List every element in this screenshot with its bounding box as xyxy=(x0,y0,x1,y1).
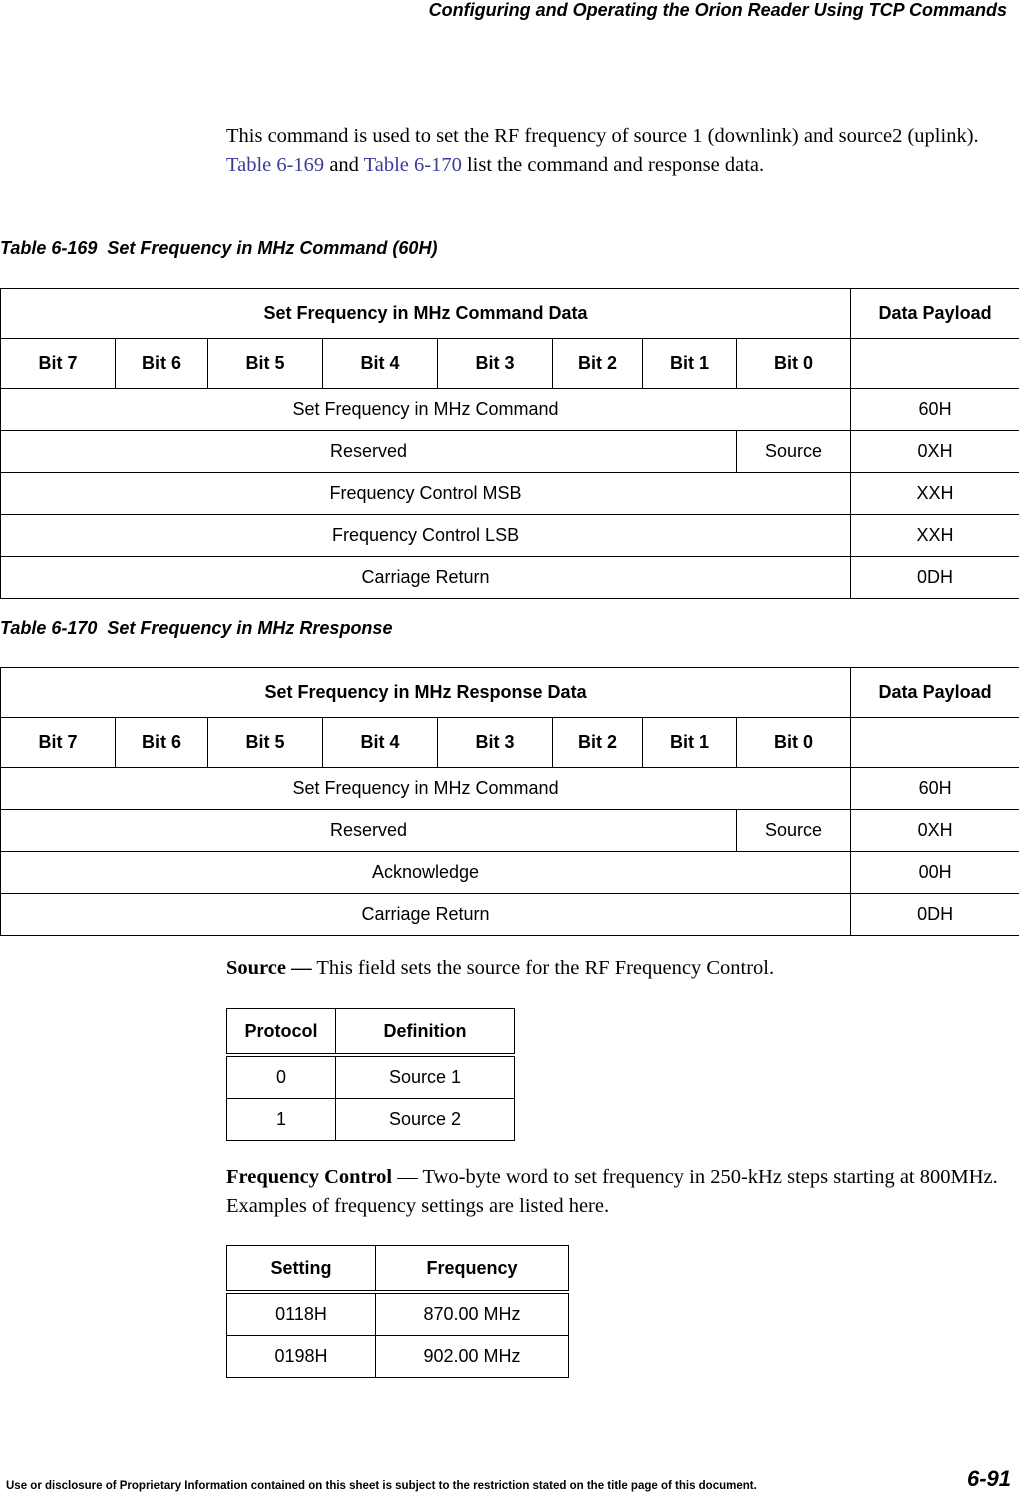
row-label: Set Frequency in MHz Command xyxy=(1,389,851,431)
header-payload: Data Payload xyxy=(851,289,1019,339)
row-payload: XXH xyxy=(851,473,1019,515)
table-row xyxy=(1,389,1019,431)
row-label: Set Frequency in MHz Command xyxy=(1,768,851,810)
row-source: Source xyxy=(737,810,851,852)
table-row xyxy=(1,894,1019,936)
table-row xyxy=(1,768,1019,810)
row-payload: 60H xyxy=(851,389,1019,431)
row-payload: 0DH xyxy=(851,894,1019,936)
frequency-text: — Two-byte word to set frequency in 250-kHz steps starting at 800MHz. Examples of frequency settings are listed here. xyxy=(226,1166,998,1217)
row-payload: 0XH xyxy=(851,810,1019,852)
intro-text: This command is used to set the RF frequency of source 1 (downlink) and source2 (uplink). xyxy=(226,125,979,147)
table-row xyxy=(1,852,1019,894)
definition-cell: Source 1 xyxy=(336,1055,515,1099)
bits-row xyxy=(1,339,1019,389)
running-header: Configuring and Operating the Orion Reader Using TCP Commands xyxy=(428,0,1007,20)
table-row xyxy=(227,1099,515,1141)
protocol-cell: 0 xyxy=(227,1055,336,1099)
frequency-term: Frequency Control xyxy=(226,1166,393,1188)
table-row xyxy=(1,473,1019,515)
page-number: 6-91 xyxy=(966,1466,1011,1491)
row-payload: XXH xyxy=(851,515,1019,557)
payload-empty xyxy=(851,339,1019,389)
row-payload: 0XH xyxy=(851,431,1019,473)
table-row xyxy=(227,1055,515,1099)
table-row xyxy=(1,557,1019,599)
bit-label: Bit 2 xyxy=(553,339,643,389)
bit-label: Bit 0 xyxy=(737,718,851,768)
row-payload: 60H xyxy=(851,768,1019,810)
bit-label: Bit 2 xyxy=(553,718,643,768)
table-row xyxy=(227,1292,569,1336)
bit-label: Bit 4 xyxy=(323,718,438,768)
header-payload: Data Payload xyxy=(851,668,1019,718)
setting-cell: 0198H xyxy=(227,1336,376,1378)
table-header-row xyxy=(227,1009,515,1056)
row-payload: 0DH xyxy=(851,557,1019,599)
row-label: Carriage Return xyxy=(1,894,851,936)
row-label: Reserved xyxy=(1,431,737,473)
intro-paragraph xyxy=(226,122,1006,180)
table-row xyxy=(1,431,1019,473)
protocol-header: Protocol xyxy=(227,1009,336,1056)
row-label: Reserved xyxy=(1,810,737,852)
bit-label: Bit 6 xyxy=(116,339,208,389)
row-label: Frequency Control LSB xyxy=(1,515,851,557)
row-label: Frequency Control MSB xyxy=(1,473,851,515)
table-170 xyxy=(0,667,1019,936)
frequency-paragraph xyxy=(226,1163,1006,1221)
row-label: Acknowledge xyxy=(1,852,851,894)
table-169 xyxy=(0,288,1019,599)
bit-label: Bit 1 xyxy=(643,339,737,389)
bit-label: Bit 6 xyxy=(116,718,208,768)
frequency-header: Frequency xyxy=(376,1246,569,1293)
bit-label: Bit 5 xyxy=(208,339,323,389)
table-170-link[interactable]: Table 6-170 xyxy=(363,154,462,176)
bit-label: Bit 3 xyxy=(438,339,553,389)
table-170-caption: Table 6-170 Set Frequency in MHz Rresponse xyxy=(0,618,393,638)
intro-text: and xyxy=(324,154,364,176)
source-term: Source — xyxy=(226,957,312,979)
table-169-link[interactable]: Table 6-169 xyxy=(226,154,325,176)
bit-label: Bit 0 xyxy=(737,339,851,389)
intro-text: list the command and response data. xyxy=(461,154,765,176)
definition-header: Definition xyxy=(336,1009,515,1056)
header-data: Set Frequency in MHz Response Data xyxy=(1,668,851,718)
table-header-row xyxy=(1,289,1019,339)
bits-row xyxy=(1,718,1019,768)
bit-label: Bit 7 xyxy=(1,339,116,389)
page-footer: Use or disclosure of Proprietary Information contained on this sheet is subject to the restriction stated on the title page of this document. xyxy=(6,1480,757,1492)
source-text: This field sets the source for the RF Frequency Control. xyxy=(311,957,775,979)
protocol-cell: 1 xyxy=(227,1099,336,1141)
definition-cell: Source 2 xyxy=(336,1099,515,1141)
source-table xyxy=(226,1008,515,1141)
header-data: Set Frequency in MHz Command Data xyxy=(1,289,851,339)
source-paragraph xyxy=(226,954,1006,983)
bit-label: Bit 3 xyxy=(438,718,553,768)
bit-label: Bit 5 xyxy=(208,718,323,768)
table-169-caption: Table 6-169 Set Frequency in MHz Command (60H) xyxy=(0,238,438,258)
row-payload: 00H xyxy=(851,852,1019,894)
bit-label: Bit 1 xyxy=(643,718,737,768)
table-row xyxy=(1,810,1019,852)
bit-label: Bit 4 xyxy=(323,339,438,389)
setting-header: Setting xyxy=(227,1246,376,1293)
table-header-row xyxy=(227,1246,569,1293)
table-row xyxy=(1,515,1019,557)
frequency-cell: 870.00 MHz xyxy=(376,1292,569,1336)
table-row xyxy=(227,1336,569,1378)
row-label: Carriage Return xyxy=(1,557,851,599)
bit-label: Bit 7 xyxy=(1,718,116,768)
setting-cell: 0118H xyxy=(227,1292,376,1336)
table-header-row xyxy=(1,668,1019,718)
frequency-cell: 902.00 MHz xyxy=(376,1336,569,1378)
row-source: Source xyxy=(737,431,851,473)
frequency-table xyxy=(226,1245,569,1378)
payload-empty xyxy=(851,718,1019,768)
